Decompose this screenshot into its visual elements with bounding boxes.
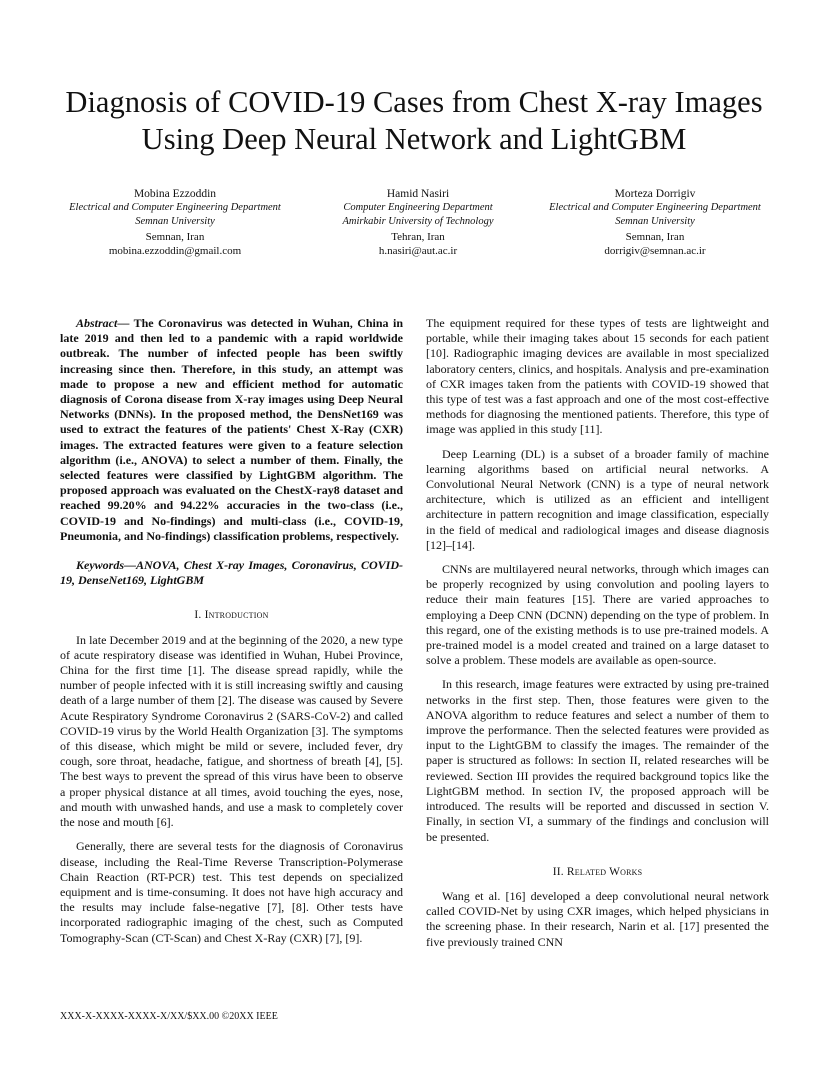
author-name: Hamid Nasiri — [386, 188, 450, 200]
author-location: Semnan, Iran — [625, 230, 685, 243]
paragraph: In this research, image features were extracted by using pre-trained networks in the first step. Then, those features were given to the ANOVA algorithm to reduce features and select a number of them to improve the performance. Then the selected features were provided as input to the LightGBM to classify the images. The remainder of the paper is structured as follows: In section II, related researches will be reviewed. Section III provides the required background topics like the LightGBM method. In section IV, the proposed approach will be introduced. The results will be reported and discussed in section V. Finally, in section VI, a summary of the findings and conclusion will be presented. — [426, 677, 769, 844]
paragraph: Deep Learning (DL) is a subset of a broader family of machine learning algorithms based on artificial neural networks. A Convolutional Neural Network (CNN) is a type of neural network architecture, which is utilized as an efficient and intelligent architecture in pattern recognition and image classification, especially in the field of medical and radiological images and disease diagnosis [12]–[14]. — [426, 446, 769, 552]
paragraph: The equipment required for these types of tests are lightweight and portable, while their imaging takes about 15 seconds for each patient [10]. Radiographic imaging devices are available in most specialized laboratory centers, clinics, and hospitals. Analysis and pre-examination of CXR images taken from the patients with COVID-19 showed that this type of test was a fast approach and one of the most cost-effective methods for diagnosing the mentioned patients. Therefore, this type of image was applied in this study [11]. — [426, 316, 769, 437]
paragraph: CNNs are multilayered neural networks, through which images can be properly recognized by using convolution and pooling layers to reduce their main features [15]. There are varied approaches to employing a Deep CNN (DCNN) depending on the type of problem. In this regard, one of the existing methods is to use pre-trained models. A pre-trained model is a model created and trained on a large dataset to solve a problem. These models are available as open-source. — [426, 562, 769, 668]
abstract — [60, 316, 403, 544]
copyright-footer: XXX-X-XXXX-XXXX-X/XX/$XX.00 ©20XX IEEE — [60, 1011, 278, 1022]
abstract-label: Abstract — [76, 316, 118, 330]
author-3 — [530, 187, 780, 258]
author-department: Electrical and Computer Engineering Department — [549, 202, 761, 214]
section-heading-introduction: I. Introduction — [194, 609, 269, 622]
paragraph: Generally, there are several tests for the diagnosis of Coronavirus disease, including the Real-Time Reverse Transcription-Polymerase Chain Reaction (RT-PCR) test. This test depends on specialized equipment and is time-consuming. It does not have high accuracy and the results may include false-negative [7], [8]. Other tests have incorporated radiographic imaging of the chest, such as Computed Tomography-Scan (CT-Scan) and Chest X-Ray (CXR) [7], [9]. — [60, 839, 403, 945]
author-location: Semnan, Iran — [145, 230, 205, 243]
author-department: Electrical and Computer Engineering Department — [69, 202, 281, 214]
section-heading-related-works: II. Related Works — [552, 865, 643, 878]
paper-title: Diagnosis of COVID-19 Cases from Chest X-ray Images Using Deep Neural Network and LightGBM — [65, 85, 763, 156]
author-university: Semnan University — [615, 216, 695, 228]
author-block — [50, 187, 778, 267]
author-email: dorrigiv@semnan.ac.ir — [604, 244, 706, 257]
keywords: Keywords—ANOVA, Chest X-ray Images, Coronavirus, COVID-19, DenseNet169, LightGBM — [60, 558, 403, 588]
right-column — [426, 316, 769, 959]
abstract-text: — The Coronavirus was detected in Wuhan, China in late 2019 and then led to a pandemic with a rapid worldwide outbreak. The number of infected people has been swiftly increasing since then. Therefore, in this study, an attempt was made to propose a new and efficient method for automatic diagnosis of Corona disease from X-ray images using Deep Neural Networks (DNNs). In the proposed method, the DensNet169 was used to extract the features of the patients' Chest X-Ray (CXR) images. The extracted features were given to a feature selection algorithm (i.e., ANOVA) to select a number of them. Finally, the selected features were classified by LightGBM algorithm. The proposed approach was evaluated on the ChestX-ray8 dataset and reached 99.20% and 94.22% accuracies in the two-class (i.e., COVID-19 and No-findings) and multi-class (i.e., COVID-19, Pneumonia, and No-findings) classification problems, respectively. — [60, 316, 403, 543]
author-email: mobina.ezzoddin@gmail.com — [108, 244, 242, 257]
author-university: Amirkabir University of Technology — [342, 216, 494, 228]
author-2 — [298, 187, 538, 258]
paragraph: Wang et al. [16] developed a deep convolutional neural network called COVID-Net by using CXR images, which helped physicians in the screening phase. In their research, Narin et al. [17] presented the five previously trained CNN — [426, 888, 769, 949]
author-name: Mobina Ezzoddin — [133, 188, 217, 200]
author-university: Semnan University — [135, 216, 215, 228]
author-location: Tehran, Iran — [391, 230, 445, 243]
author-department: Computer Engineering Department — [343, 202, 493, 214]
paragraph: In late December 2019 and at the beginning of the 2020, a new type of acute respiratory disease was identified in Wuhan, Hubei Province, China for the first time [1]. The disease spread rapidly, while the number of people infected with it is still increasing swiftly and causing death of a large number of them [2]. The disease was caused by Severe Acute Respiratory Syndrome Coronavirus 2 (SARS-CoV-2) and called COVID-19 virus by the World Health Organization [3]. The symptoms of this disease, which might be mild or severe, included fever, dry cough, sore throat, headache, fatigue, and shortness of breath [4], [5]. The best ways to prevent the spread of this virus have been to observe a proper physical distance at all times, avoid touching the eyes, nose, and mouth with unwashed hands, and use a mask to completely cover the nose and mouth [6]. — [60, 632, 403, 830]
author-email: h.nasiri@aut.ac.ir — [378, 244, 458, 257]
left-column — [60, 316, 403, 955]
author-name: Morteza Dorrigiv — [614, 188, 696, 200]
author-1 — [50, 187, 300, 258]
